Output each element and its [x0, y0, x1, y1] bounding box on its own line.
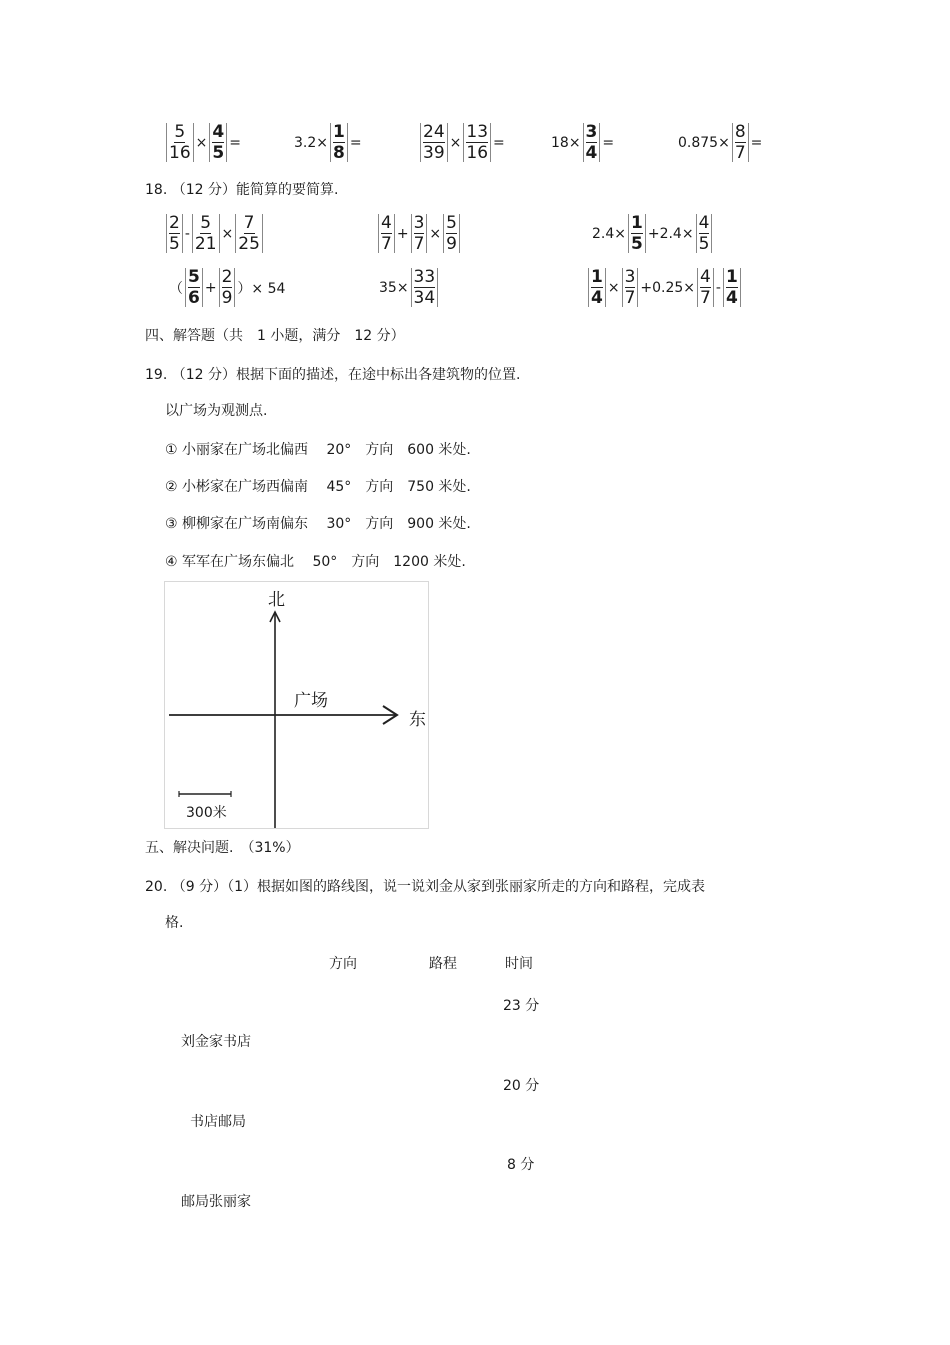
fraction: $\frac{3}{7}$	[411, 214, 428, 253]
fraction: $\frac{5}{21}$	[192, 214, 220, 253]
open-paren: （	[169, 280, 183, 297]
expr-row1-4	[550, 123, 615, 162]
question-20-line-1: 20. （9 分）（1）根据如图的路线图，说一说刘金从家到张丽家所走的方向和路程，完成表	[145, 879, 705, 895]
operator: ×	[429, 225, 442, 242]
question-18-title: 18. （12 分）能简算的要简算.	[145, 182, 339, 198]
operator: +0.25×	[640, 279, 696, 296]
table-header-direction: 方向	[329, 956, 357, 972]
fraction: $\frac{1}{4}$	[723, 268, 741, 307]
operator: +2.4×	[647, 225, 694, 242]
section-5-heading: 五、解决问题. （31%）	[145, 840, 300, 856]
expr-row1-5	[677, 123, 763, 162]
question-19-item-3: ③ 柳柳家在广场南偏东 30° 方向 900 米处.	[165, 516, 471, 532]
fraction: $\frac{4}{5}$	[696, 214, 713, 253]
equals-sign: =	[750, 134, 763, 151]
fraction: $\frac{3}{7}$	[622, 268, 639, 307]
prefix: 0.875×	[678, 134, 730, 151]
fraction: $\frac{33}{34}$	[411, 268, 439, 307]
equals-sign: =	[349, 134, 362, 151]
question-19-item-2: ② 小彬家在广场西偏南 45° 方向 750 米处.	[165, 479, 471, 495]
operator: -	[715, 279, 721, 296]
operator: -	[184, 225, 190, 242]
q18-expr-4	[168, 268, 286, 307]
fraction: $\frac{1}{5}$	[628, 214, 646, 253]
north-label: 北	[268, 590, 285, 610]
fraction: $\frac{4}{7}$	[378, 214, 395, 253]
prefix: 3.2×	[294, 134, 328, 151]
table-row-3-route: 邮局张丽家	[181, 1194, 251, 1210]
prefix: 2.4×	[592, 225, 626, 242]
operator: ×	[195, 134, 208, 151]
operator: ×	[221, 225, 234, 242]
fraction: $\frac{1}{8}$	[330, 123, 348, 162]
table-header-distance: 路程	[429, 956, 457, 972]
prefix: 18×	[551, 134, 581, 151]
expr-row1-1	[165, 123, 242, 162]
table-row-3-time: 8 分	[507, 1157, 535, 1173]
table-row-1-route: 刘金家书店	[181, 1034, 251, 1050]
equals-sign: =	[229, 134, 241, 151]
east-label: 东	[409, 710, 426, 730]
fraction: $\frac{5}{9}$	[443, 214, 460, 253]
expr-row1-2	[293, 123, 363, 162]
scale-label: 300米	[186, 805, 227, 821]
table-row-2-time: 20 分	[503, 1078, 540, 1094]
fraction: $\frac{4}{5}$	[209, 123, 227, 162]
q18-expr-2	[377, 214, 461, 253]
operator: +	[396, 225, 409, 242]
table-row-1-time: 23 分	[503, 998, 540, 1014]
fraction: $\frac{7}{25}$	[235, 214, 263, 253]
operator: ×	[449, 134, 462, 151]
table-row-2-route: 书店邮局	[190, 1114, 246, 1130]
fraction: $\frac{3}{4}$	[583, 123, 601, 162]
q18-expr-3	[591, 214, 713, 253]
fraction: $\frac{1}{4}$	[588, 268, 606, 307]
fraction: $\frac{2}{9}$	[219, 268, 236, 307]
question-20-line-2: 格.	[165, 915, 184, 931]
plaza-label: 广场	[294, 691, 328, 711]
section-4-heading: 四、解答题（共 1 小题，满分 12 分）	[145, 328, 405, 344]
table-header-time: 时间	[505, 956, 533, 972]
fraction: $\frac{24}{39}$	[420, 123, 448, 162]
fraction: $\frac{8}{7}$	[732, 123, 749, 162]
equals-sign: =	[602, 134, 615, 151]
operator: +	[204, 279, 217, 296]
question-19-item-1: ① 小丽家在广场北偏西 20° 方向 600 米处.	[165, 442, 471, 458]
fraction: $\frac{4}{7}$	[697, 268, 714, 307]
close-paren: ）× 54	[237, 280, 286, 297]
q18-expr-1	[165, 214, 264, 253]
question-19-intro: 以广场为观测点.	[165, 403, 268, 419]
direction-diagram	[164, 581, 429, 829]
question-19-item-4: ④ 军军在广场东偏北 50° 方向 1200 米处.	[165, 554, 466, 570]
fraction: $\frac{5}{16}$	[166, 123, 194, 162]
fraction: $\frac{5}{6}$	[185, 268, 203, 307]
fraction: $\frac{2}{5}$	[166, 214, 183, 253]
q18-expr-6	[587, 268, 742, 307]
fraction: $\frac{13}{16}$	[463, 123, 491, 162]
prefix: 35×	[379, 279, 409, 296]
operator: ×	[607, 279, 620, 296]
q18-expr-5	[378, 268, 439, 307]
expr-row1-3	[419, 123, 506, 162]
question-19-title: 19. （12 分）根据下面的描述，在途中标出各建筑物的位置.	[145, 367, 521, 383]
equals-sign: =	[493, 134, 505, 151]
